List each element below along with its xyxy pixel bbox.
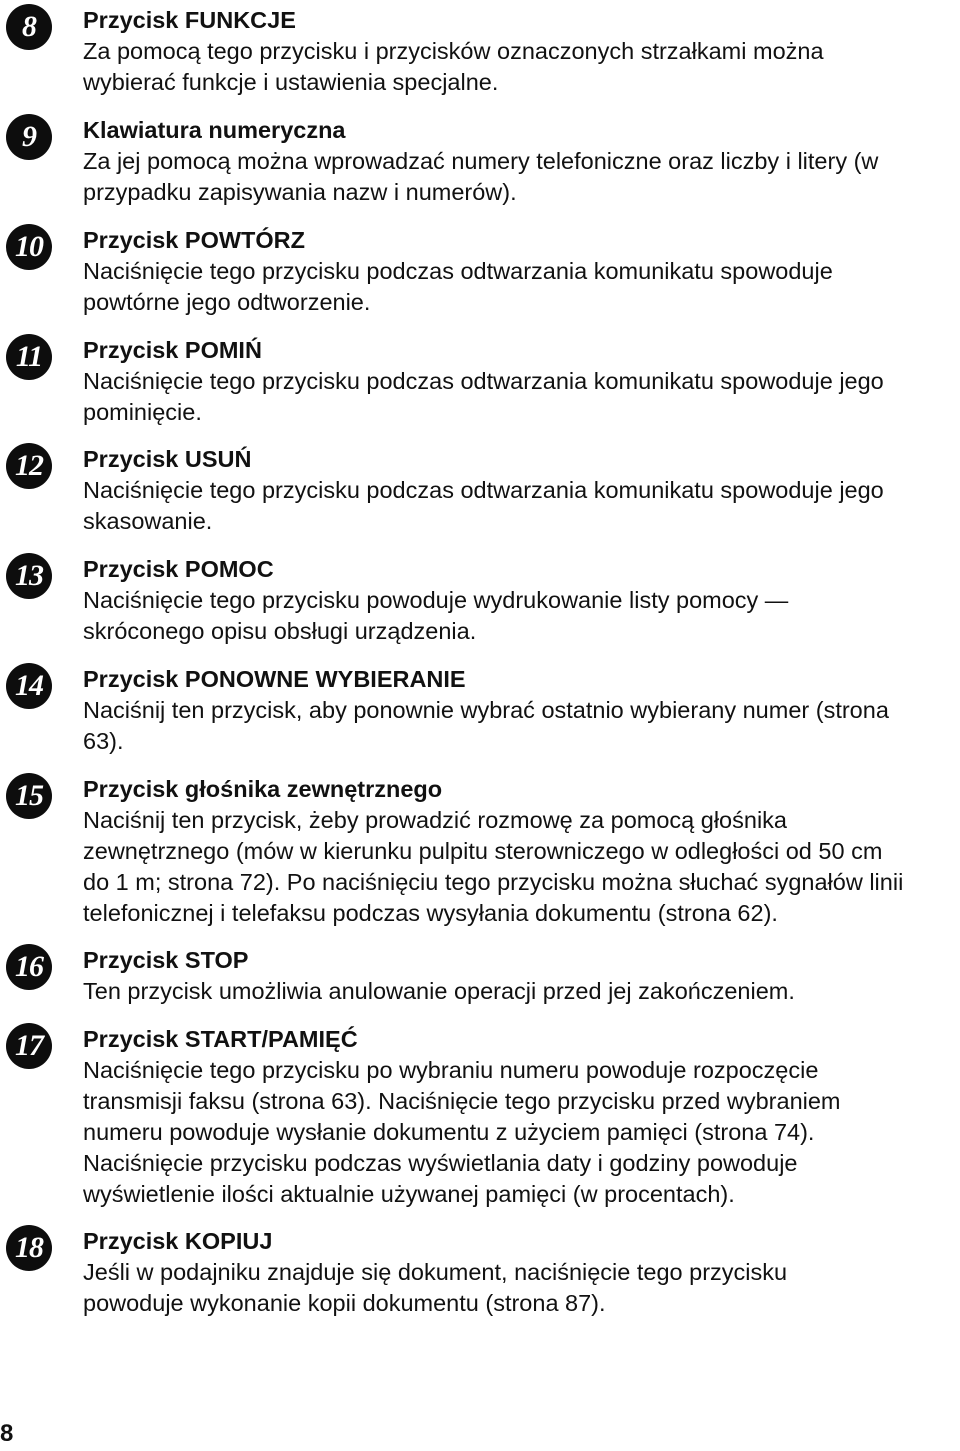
item-title: Klawiatura numeryczna	[83, 117, 346, 143]
item-text	[83, 1024, 960, 1210]
page-number: 8	[0, 1420, 14, 1447]
item-number-badge: 14	[6, 663, 52, 709]
item-number-badge: 10	[6, 224, 52, 270]
item-description-line: Naciśnij ten przycisk, żeby prowadzić rozmowę za pomocą głośnika	[83, 807, 787, 833]
item-title: Przycisk KOPIUJ	[83, 1228, 273, 1254]
item-description-line: numeru powoduje wysłanie dokumentu z użyciem pamięci (strona 74).	[83, 1119, 815, 1145]
item-description-line: Naciśnięcie tego przycisku powoduje wydrukowanie listy pomocy —	[83, 587, 789, 613]
item-description-line: 63).	[83, 728, 124, 754]
item-number-badge: 12	[6, 443, 52, 489]
item-description-line: powtórne jego odtworzenie.	[83, 289, 371, 315]
item-text	[83, 1226, 960, 1319]
item-description-line: Naciśnięcie tego przycisku po wybraniu numeru powoduje rozpoczęcie	[83, 1057, 819, 1083]
item-description-line: zewnętrznego (mów w kierunku pulpitu sterowniczego w odległości od 50 cm	[83, 838, 883, 864]
item-description-line: Za pomocą tego przycisku i przycisków oznaczonych strzałkami można	[83, 38, 824, 64]
item-text	[83, 444, 960, 537]
item-description-line: skróconego opisu obsługi urządzenia.	[83, 618, 477, 644]
item-description-line: Naciśnięcie przycisku podczas wyświetlania daty i godziny powoduje	[83, 1150, 798, 1176]
item-number-badge: 16	[6, 944, 52, 990]
item-text	[83, 945, 960, 1007]
item-text	[83, 5, 960, 98]
item-number-badge: 8	[6, 4, 52, 50]
item-title: Przycisk POWTÓRZ	[83, 227, 305, 253]
item-title: Przycisk POMIŃ	[83, 337, 262, 363]
item-description-line: Jeśli w podajniku znajduje się dokument, naciśnięcie tego przycisku	[83, 1259, 788, 1285]
item-description-line: Naciśnij ten przycisk, aby ponownie wybrać ostatnio wybierany numer (strona	[83, 697, 889, 723]
item-description-line: powoduje wykonanie kopii dokumentu (strona 87).	[83, 1290, 606, 1316]
item-description-line: Naciśnięcie tego przycisku podczas odtwarzania komunikatu spowoduje jego	[83, 368, 884, 394]
item-title: Przycisk FUNKCJE	[83, 7, 296, 33]
item-title: Przycisk PONOWNE WYBIERANIE	[83, 666, 466, 692]
item-description-line: Naciśnięcie tego przycisku podczas odtwarzania komunikatu spowoduje	[83, 258, 833, 284]
item-description-line: przypadku zapisywania nazw i numerów).	[83, 179, 517, 205]
item-description-line: pominięcie.	[83, 399, 202, 425]
item-title: Przycisk START/PAMIĘĆ	[83, 1026, 358, 1052]
item-title: Przycisk USUŃ	[83, 446, 252, 472]
item-text	[83, 225, 960, 318]
item-description-line: skasowanie.	[83, 508, 213, 534]
item-text	[83, 335, 960, 428]
item-description-line: Ten przycisk umożliwia anulowanie operacji przed jej zakończeniem.	[83, 978, 795, 1004]
item-description-line: wybierać funkcje i ustawienia specjalne.	[83, 69, 499, 95]
item-number-badge: 11	[6, 334, 52, 380]
item-text	[83, 115, 960, 208]
item-text	[83, 554, 960, 647]
item-number-badge: 17	[6, 1023, 52, 1069]
item-description-line: Za jej pomocą można wprowadzać numery telefoniczne oraz liczby i litery (w	[83, 148, 879, 174]
item-text	[83, 774, 960, 929]
item-description-line: telefonicznej i telefaksu podczas wysyłania dokumentu (strona 62).	[83, 900, 778, 926]
item-title: Przycisk głośnika zewnętrznego	[83, 776, 443, 802]
item-number-badge: 18	[6, 1225, 52, 1271]
item-description-line: wyświetlenie ilości aktualnie używanej pamięci (w procentach).	[83, 1181, 735, 1207]
item-number-badge: 9	[6, 114, 52, 160]
item-description-line: transmisji faksu (strona 63). Naciśnięcie tego przycisku przed wybraniem	[83, 1088, 841, 1114]
item-description-line: Naciśnięcie tego przycisku podczas odtwarzania komunikatu spowoduje jego	[83, 477, 884, 503]
item-title: Przycisk STOP	[83, 947, 249, 973]
item-description-line: do 1 m; strona 72). Po naciśnięciu tego przycisku można słuchać sygnałów linii	[83, 869, 904, 895]
item-number-badge: 13	[6, 553, 52, 599]
item-text	[83, 664, 960, 757]
item-number-badge: 15	[6, 773, 52, 819]
item-title: Przycisk POMOC	[83, 556, 274, 582]
